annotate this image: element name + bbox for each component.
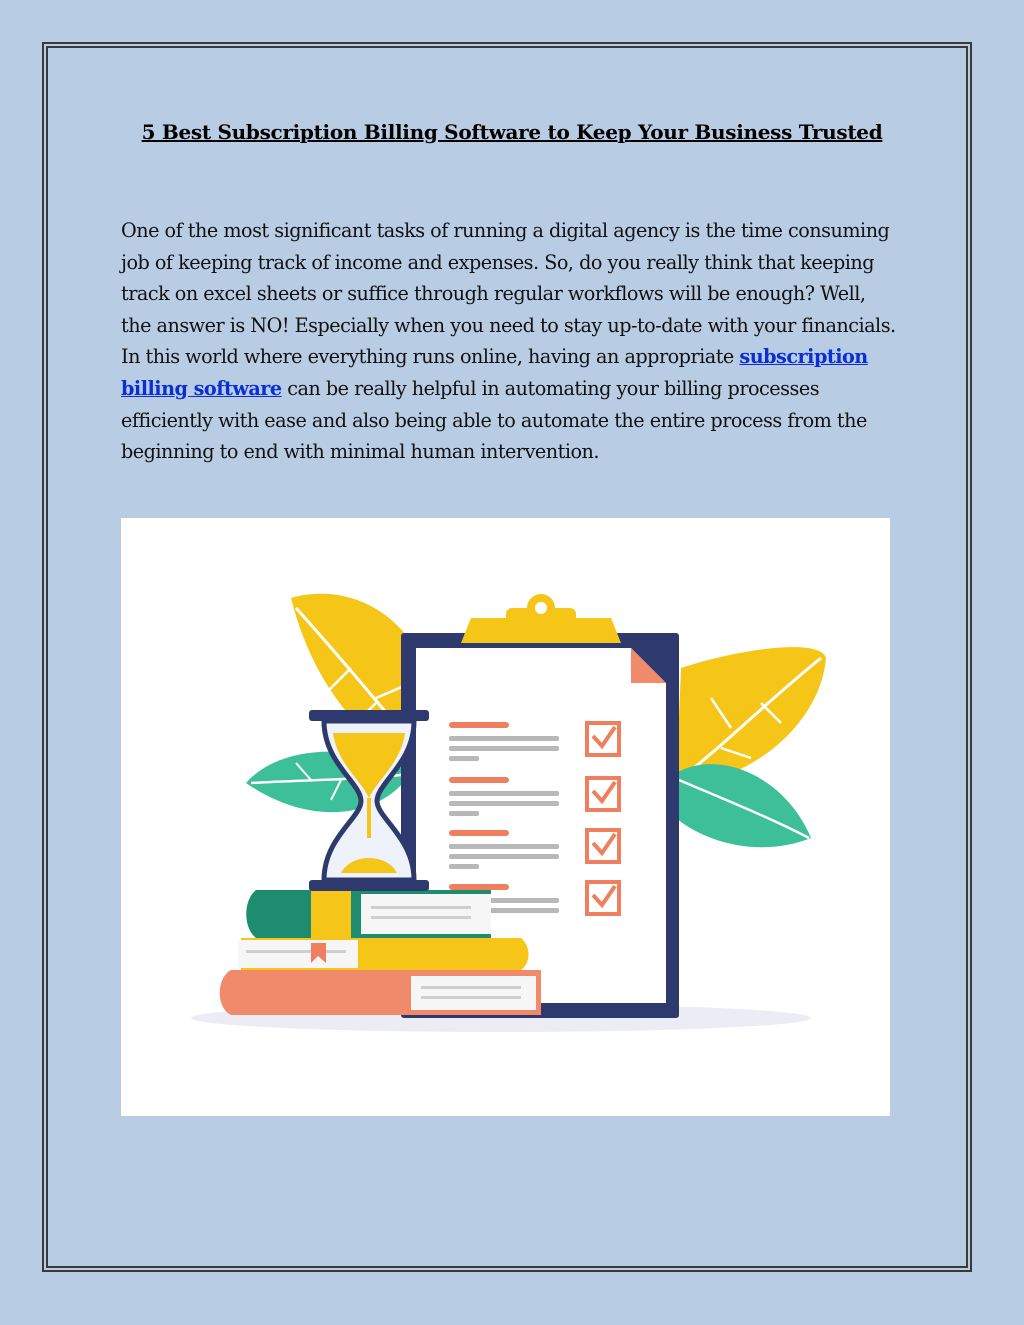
- billing-illustration: [121, 518, 890, 1116]
- paragraph-text-after-link: can be really helpful in automating your billing processes efficiently with ease and also being able to automate the entire process from the beginning to end with minimal human intervention.: [121, 376, 867, 464]
- intro-paragraph: [121, 215, 896, 468]
- green-leaf-right-icon: [676, 764, 811, 847]
- document-title: 5 Best Subscription Billing Software to Keep Your Business Trusted: [141, 120, 883, 144]
- clipboard-checklist-illustration-icon: [121, 518, 890, 1116]
- paragraph-text-before-link: One of the most significant tasks of running a digital agency is the time consuming job of keeping track of income and expenses. So, do you really think that keeping track on excel sheets or suffice through regular workflows will be enough? Well, the answer is NO! Especially when you need to stay up-to-date with your financials. In this world where everything runs online, having an appropriate: [121, 219, 896, 369]
- subscription-billing-software-link[interactable]: subscription billing software: [121, 345, 868, 400]
- clipboard-clip-icon: [461, 594, 621, 643]
